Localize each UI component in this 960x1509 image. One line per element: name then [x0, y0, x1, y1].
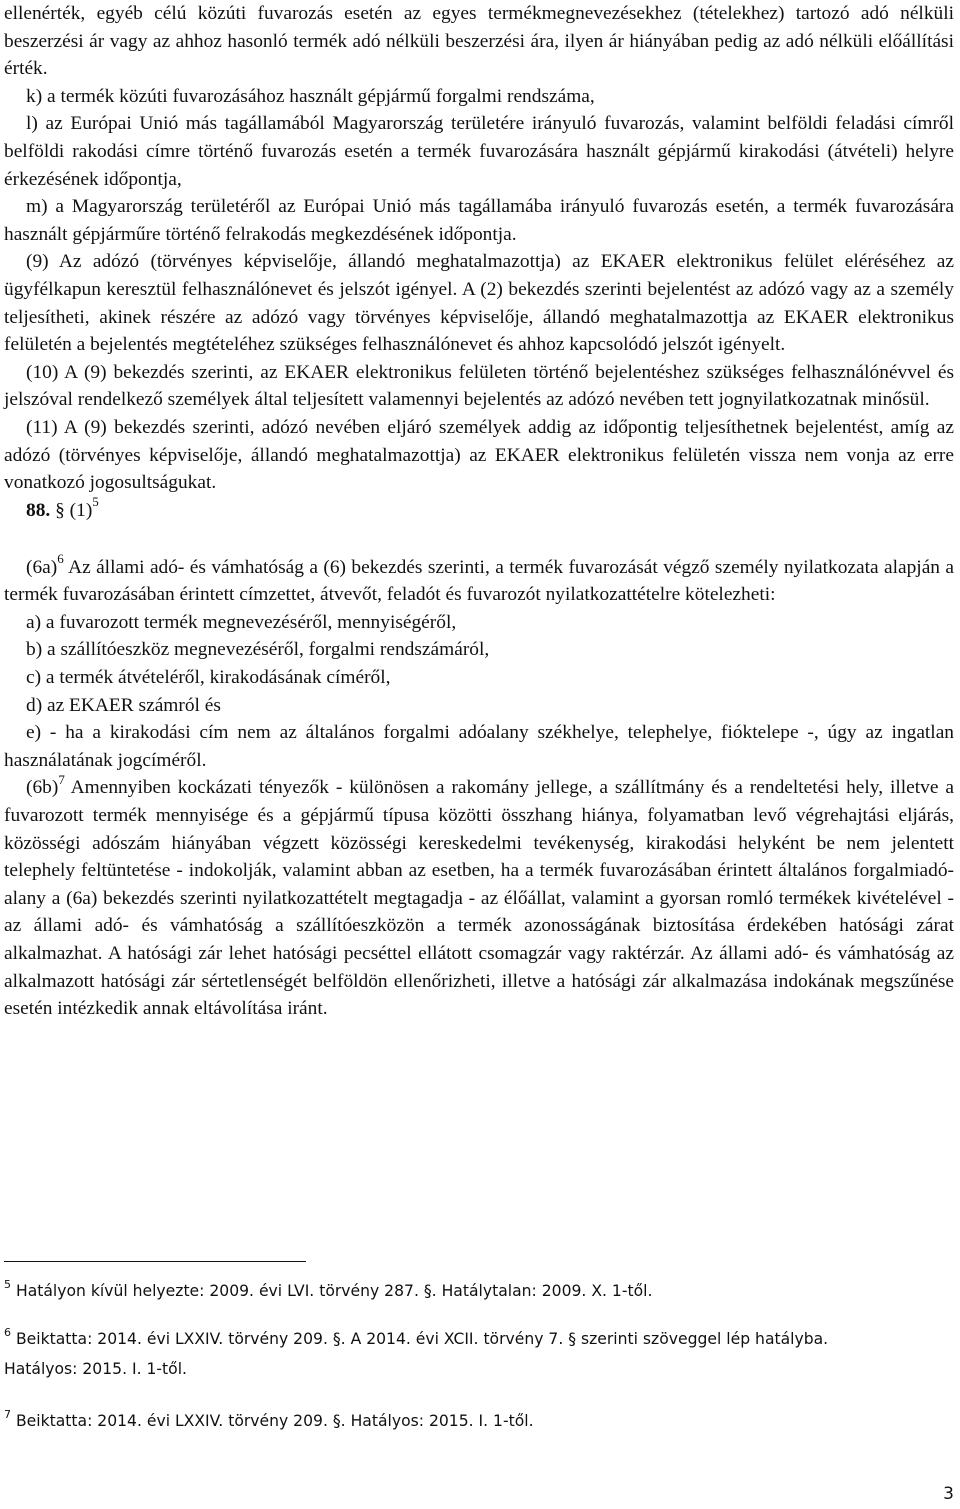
- paragraph-6a-label: (6a): [26, 556, 58, 578]
- footnote-text: Beiktatta: 2014. évi LXXIV. törvény 209. §. A 2014. évi XCII. törvény 7. § szerinti szöveggel lép hatályba. Hatályos: 2015. I. 1-től.: [4, 1330, 829, 1378]
- list-item: a) a fuvarozott termék megnevezéséről, mennyiségéről,: [26, 611, 457, 633]
- page-number: 3: [943, 1484, 954, 1504]
- paragraph-6a: [4, 551, 955, 609]
- footnote-text: Beiktatta: 2014. évi LXXIV. törvény 209. §. Hatályos: 2015. I. 1-től.: [15, 1412, 534, 1430]
- footnote-number: 7: [4, 1407, 11, 1421]
- list-item: d) az EKAER számról és: [26, 694, 221, 716]
- paragraph-k: k) a termék közúti fuvarozásához használt gépjármű forgalmi rendszáma,: [26, 85, 595, 107]
- list-item: b) a szállítóeszköz megnevezéséről, forgalmi rendszámáról,: [26, 639, 490, 661]
- list-item: e) - ha a kirakodási cím nem az általános forgalmi adóalany székhelye, telephelye, fióktelepe -, úgy az ingatlan használatának jogcíméről.: [4, 722, 954, 771]
- paragraph-10: (10) A (9) bekezdés szerinti, az EKAER elektronikus felületen történő bejelentéshez szükséges felhasználónévvel és jelszóval rendelkező személyek által teljesített valamennyi bejelentés az adózó nevében tett jognyilatkozatnak minősül.: [4, 361, 954, 411]
- section-sign: §: [55, 499, 65, 521]
- paragraph-l: l) az Európai Unió más tagállamából Magyarország területére irányuló fuvarozás, valamint belföldi feladási címről belföldi rakodási címre történő fuvarozás esetén a termék fuvarozására használt gépjármű kirakodási (átvételi) helyre érkezésének időpontja,: [4, 113, 954, 190]
- section-number: 88.: [26, 499, 51, 521]
- paragraph-9: (9) Az adózó (törvényes képviselője, állandó meghatalmazottja) az EKAER elektronikus felület eléréséhez az ügyfélkapun keresztül felhasználónevet és jelszót igényel. A (2) bekezdés szerinti bejelentést az adózó vagy az a személy teljesítheti, akinek részére az adózó vagy törvényes képviselője, állandó meghatalmazottja az EKAER elektronikus felületén a bejelentés megtételéhez szükséges felhasználónevet és ahhoz kapcsolódó jelszót igényelt.: [4, 251, 954, 356]
- paragraph-6b: [4, 771, 954, 1022]
- footnote-divider: [4, 1261, 306, 1262]
- footnote-text: Hatályon kívül helyezte: 2009. évi LVI. törvény 287. §. Hatálytalan: 2009. X. 1-től.: [15, 1282, 653, 1300]
- paragraph-6b-text: Amennyiben kockázati tényezők - különösen a rakomány jellege, a szállítmány és a rendeltetési hely, illetve a fuvarozott termék mennyisége és a gépjármű típusa közötti összhang hiánya, folyamatban levő végrehajtási eljárás, közösségi adószám hiányában végzett közösségi kereskedelmi tevékenység, kirakodási helyként be nem jelentett telephely feltüntetése - indokolják, valamint abban az esetben, ha a termék fuvarozásában érintett általános forgalmiadó-alany a (6a) bekezdés szerinti nyilatkozattételt megtagadja - az élőállat, valamint a gyorsan romló termékek kivételével - az állami adó- és vámhatóság a szállítóeszközön a termék azonosságának biztosítása érdekében hatósági zárat alkalmazhat. A hatósági zár lehet hatósági pecséttel ellátott csomagzár vagy raktérzár. Az állami adó- és vámhatóság az alkalmazott hatósági zár sértetlenségét belföldön ellenőrizheti, illetve a hatósági zár alkalmazása indokának megszűnése esetén intézkedik annak eltávolítása iránt.: [4, 777, 954, 1020]
- footnote-number: 5: [4, 1277, 11, 1291]
- footnote-ref-7: 7: [58, 771, 65, 787]
- footnote-number: 6: [4, 1325, 11, 1339]
- footnote-7: [4, 1406, 904, 1436]
- paragraph-m: m) a Magyarország területéről az Európai Unió más tagállamába irányuló fuvarozás esetén, a termék fuvarozására használt gépjárműre történő felrakodás megkezdésének időpontja.: [4, 196, 954, 245]
- list-item: c) a termék átvételéről, kirakodásának címéről,: [26, 667, 391, 689]
- footnote-5: [4, 1276, 904, 1306]
- paragraph-6a-text: Az állami adó- és vámhatóság a (6) bekezdés szerinti, a termék fuvarozását végző személy nyilatkozata alapján a termék fuvarozásában érintett címzettet, átvevőt, feladót és fuvarozót nyilatkozattételre kötelezheti:: [4, 556, 955, 606]
- section-heading: [4, 494, 954, 527]
- footnote-6: [4, 1324, 904, 1384]
- paragraph-11: (11) A (9) bekezdés szerinti, adózó nevében eljáró személyek addig az időpontig teljesíthetnek bejelentést, amíg az adózó (törvényes képviselője, állandó meghatalmazottja) az EKAER elektronikus felületén vissza nem vonja az erre vonatkozó jogosultságukat.: [4, 416, 954, 494]
- paragraph-intro: ellenérték, egyéb célú közúti fuvarozás esetén az egyes termékmegnevezésekhez (tételekhez) tartozó adó nélküli beszerzési ár vagy az ahhoz hasonló termék adó nélküli beszerzési ára, ilyen ár hiányában pedig az adó nélküli előállítási érték.: [4, 3, 954, 80]
- paragraph-6b-label: (6b): [26, 777, 59, 799]
- footnote-ref-6: 6: [57, 551, 64, 567]
- footnotes: [4, 1276, 904, 1436]
- document-body: [4, 0, 954, 1023]
- section-paragraph: (1): [69, 499, 93, 521]
- footnote-ref-5: 5: [92, 494, 99, 510]
